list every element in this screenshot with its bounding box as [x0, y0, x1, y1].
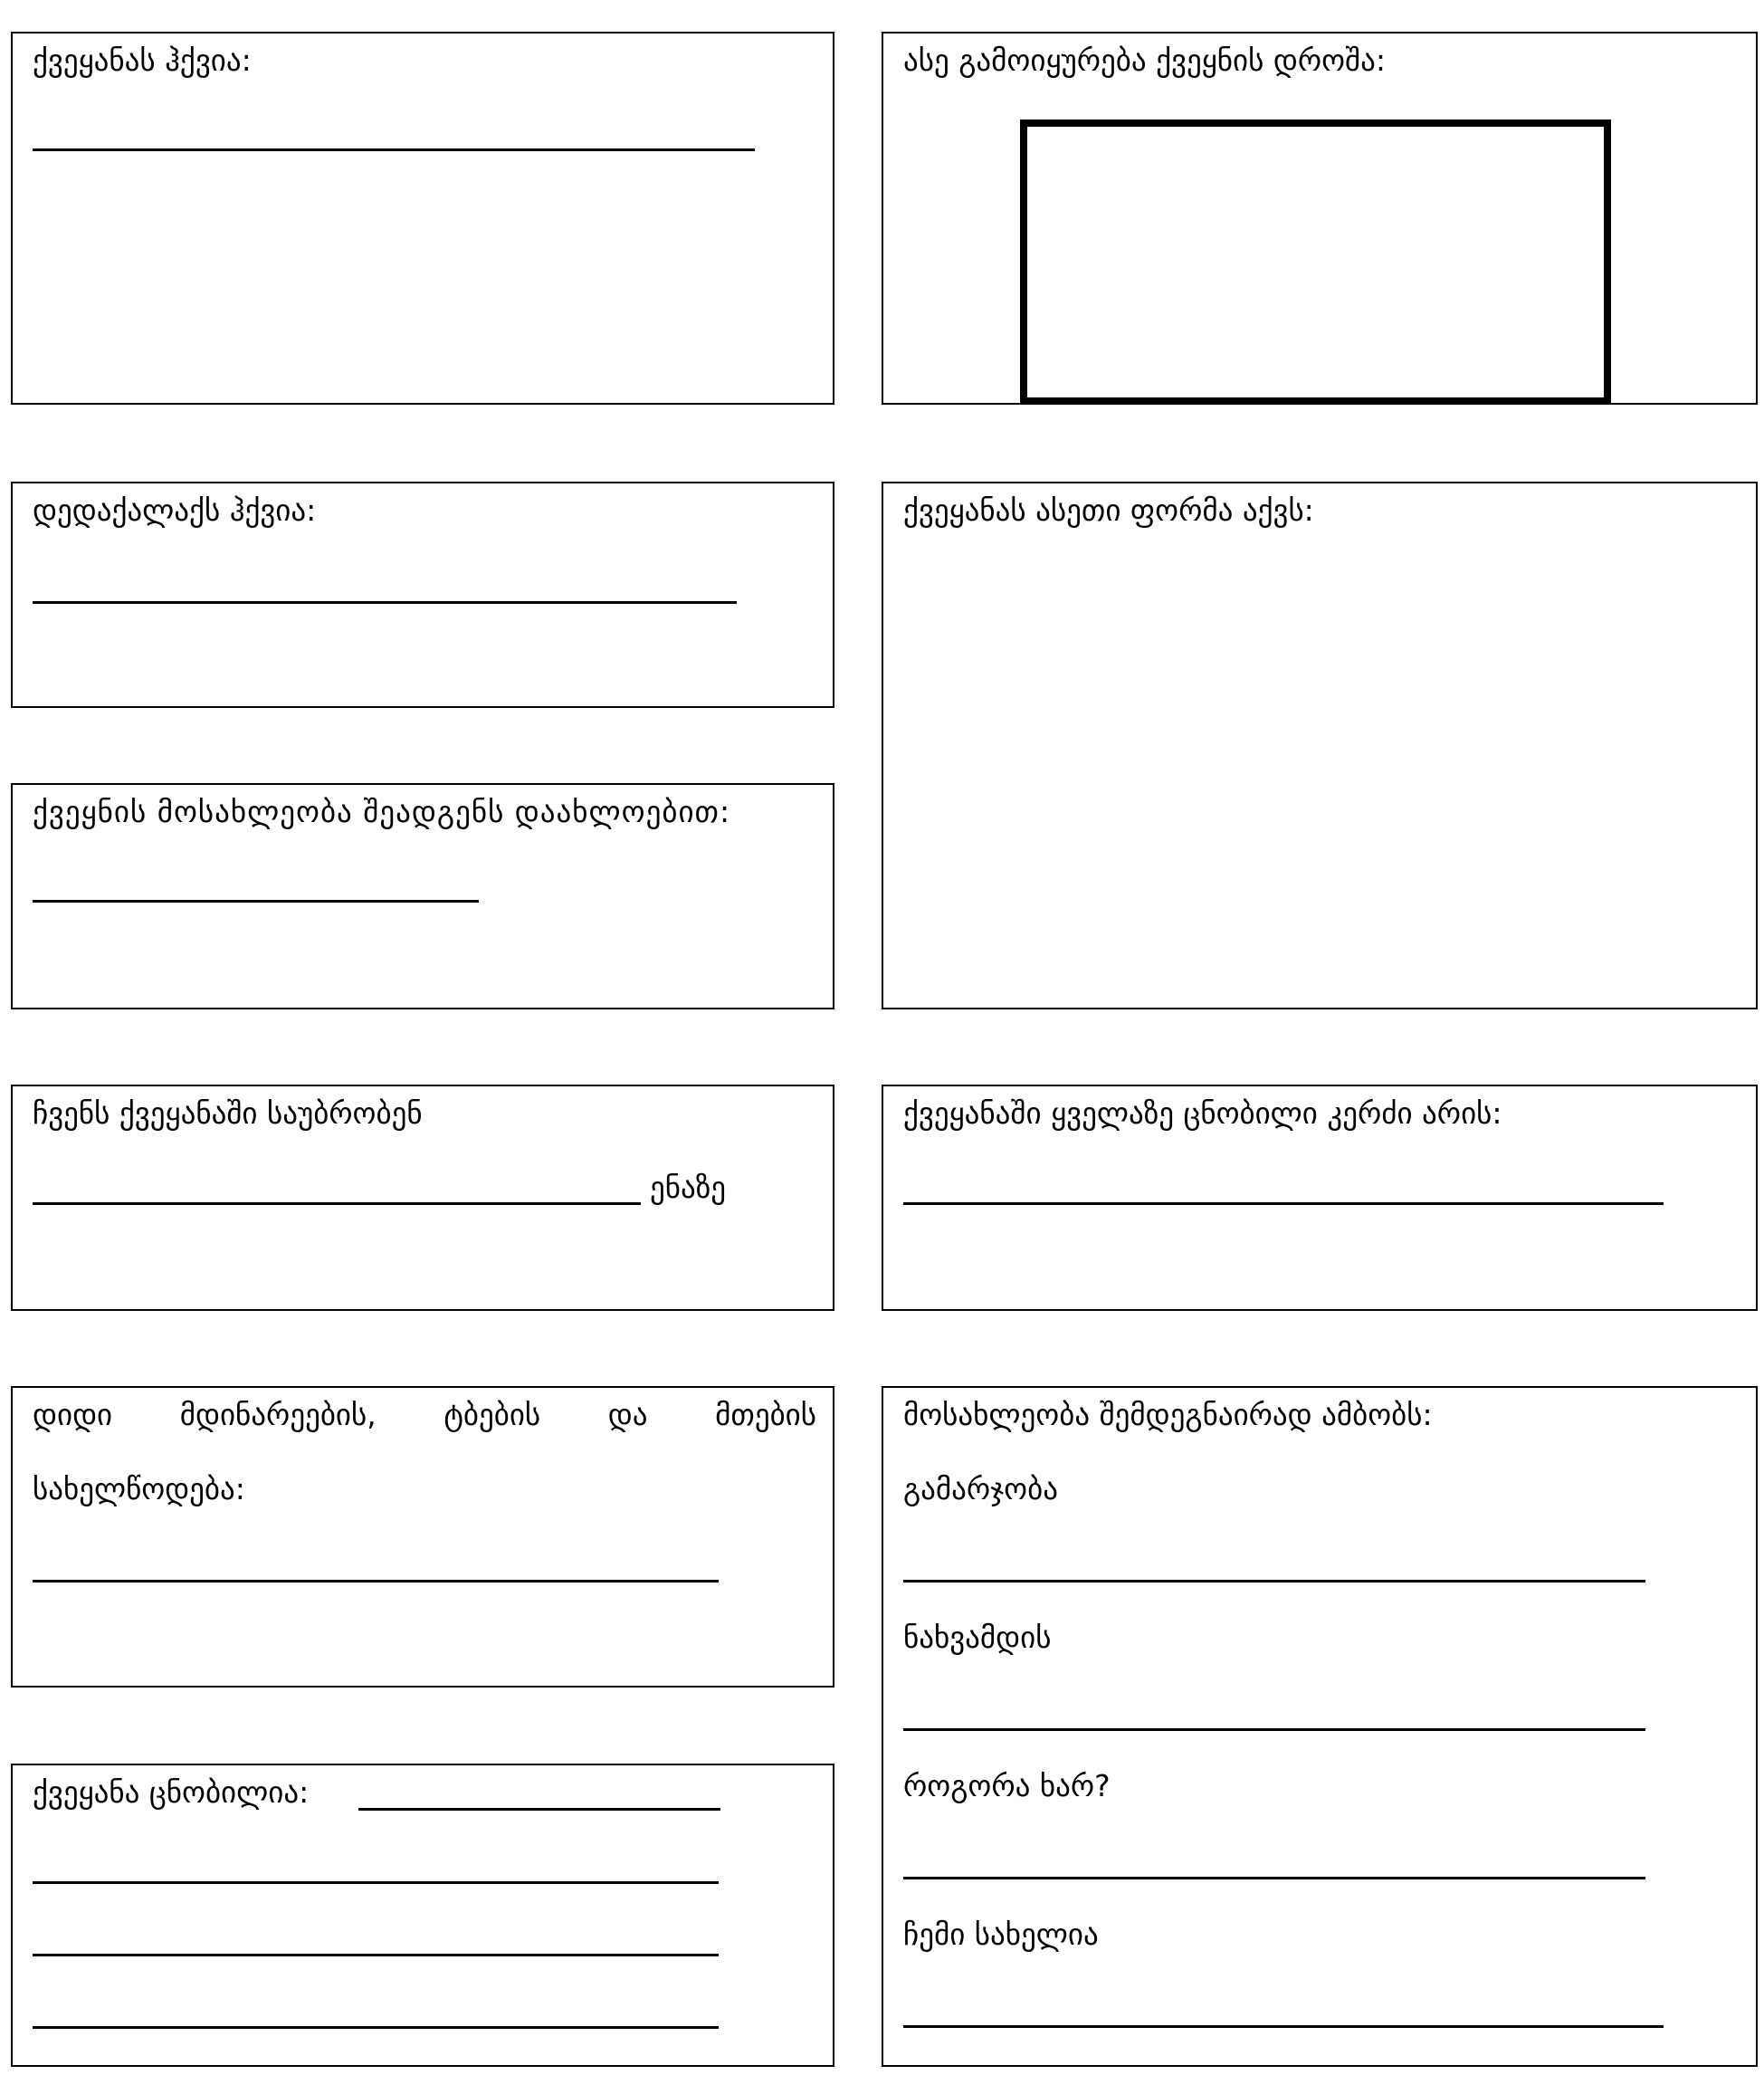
greetings-card — [882, 1386, 1758, 2067]
dish-label: ქვეყანაში ყველაზე ცნობილი კერძი არის: — [903, 1095, 1502, 1131]
flag-label: ასე გამოიყურება ქვეყნის დროშა: — [903, 43, 1386, 78]
language-suffix: ენაზე — [650, 1170, 727, 1205]
geography-label-line1 — [33, 1397, 816, 1433]
greeting-answer-line-hello[interactable] — [903, 1580, 1645, 1583]
dish-answer-line[interactable] — [903, 1202, 1664, 1205]
famous-answer-line-3[interactable] — [33, 1954, 719, 1956]
famous-answer-line-1[interactable] — [358, 1808, 720, 1811]
capital-answer-line[interactable] — [33, 601, 737, 604]
flag-card — [882, 32, 1758, 405]
geography-word: ტბების — [443, 1397, 541, 1432]
language-answer-line[interactable] — [33, 1202, 641, 1205]
capital-label: დედაქალაქს ჰქვია: — [33, 492, 317, 528]
shape-card — [882, 482, 1758, 1009]
country-name-card — [11, 32, 834, 405]
greeting-phrase-how-are-you: როგორა ხარ? — [903, 1768, 1111, 1803]
geography-word: მდინარეების, — [179, 1397, 377, 1432]
language-label: ჩვენს ქვეყანაში საუბრობენ — [33, 1095, 423, 1131]
geography-card — [11, 1386, 834, 1688]
population-card — [11, 783, 834, 1009]
greeting-answer-line-my-name-is[interactable] — [903, 2025, 1664, 2028]
famous-label: ქვეყანა ცნობილია: — [33, 1774, 310, 1810]
shape-label: ქვეყანას ასეთი ფორმა აქვს: — [903, 492, 1314, 528]
flag-drawing-frame[interactable] — [1020, 120, 1611, 405]
country-name-label: ქვეყანას ჰქვია: — [33, 43, 252, 78]
capital-card — [11, 482, 834, 708]
famous-card — [11, 1764, 834, 2067]
greeting-answer-line-goodbye[interactable] — [903, 1728, 1645, 1731]
greetings-label: მოსახლეობა შემდეგნაირად ამბობს: — [903, 1397, 1433, 1432]
population-label: ქვეყნის მოსახლეობა შეადგენს დაახლოებით: — [33, 794, 731, 829]
country-name-answer-line[interactable] — [33, 148, 755, 151]
famous-answer-line-4[interactable] — [33, 2026, 719, 2029]
geography-word: მთების — [715, 1397, 816, 1432]
geography-word: დიდი — [33, 1397, 113, 1432]
geography-label-line2: სახელწოდება: — [33, 1471, 245, 1506]
geography-answer-line[interactable] — [33, 1580, 719, 1583]
dish-card — [882, 1085, 1758, 1311]
geography-word: და — [607, 1397, 648, 1432]
greeting-answer-line-how-are-you[interactable] — [903, 1877, 1645, 1879]
famous-answer-line-2[interactable] — [33, 1881, 719, 1884]
shape-drawing-area[interactable] — [903, 547, 1736, 990]
greeting-phrase-goodbye: ნახვამდის — [903, 1620, 1052, 1655]
greeting-phrase-my-name-is: ჩემი სახელია — [903, 1917, 1099, 1952]
population-answer-line[interactable] — [33, 900, 479, 903]
language-card — [11, 1085, 834, 1311]
greeting-phrase-hello: გამარჯობა — [903, 1471, 1058, 1506]
